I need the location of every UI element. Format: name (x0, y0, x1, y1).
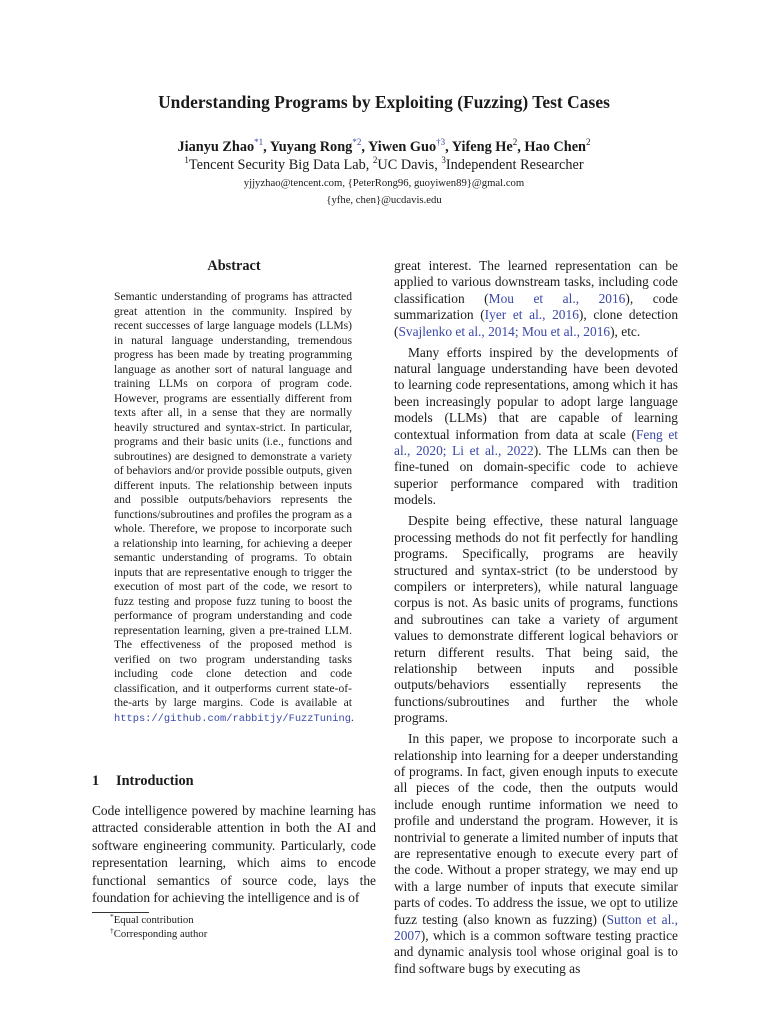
abstract-body (114, 290, 352, 726)
intro-text: Code intelligence powered by machine learning has attracted considerable attention in both the AI and software engineering community. Particularly, code representation learning, which aims to encode functional semantics of source code, lays the foundation for achieving the intelligence and is of (92, 803, 376, 906)
footnote (110, 914, 194, 927)
text-span: ), which is a common software testing practice and dynamic analysis tool whose original goal is to find software bugs by executing as (394, 928, 678, 976)
author-mark: *2 (352, 137, 362, 147)
text-span: ). The LLMs can then be fine-tuned on domain-specific code to achieve superior performance compared with tradition models. (394, 443, 678, 508)
affiliation-mark: 3 (441, 155, 446, 165)
section-title: Introduction (116, 773, 194, 789)
citation-link[interactable]: Iyer et al., 2016 (484, 307, 579, 323)
paragraph (394, 731, 678, 977)
text-span: In this paper, we propose to incorporate such a relationship into learning for a deeper understanding of programs. In fact, given enough inputs to execute all pieces of the code, then the outputs would include enough runtime information we need to profile and understand the program. However, it is nontrivial to generate a limited number of inputs that are representative enough to execute every part of the code. Without a proper strategy, we may end up with a large number of inputs that execute similar parts of codes. To address the issue, we opt to utilize fuzz testing (also known as fuzzing) ( (394, 731, 678, 927)
paragraph (394, 345, 678, 509)
footnote-mark: † (110, 926, 114, 935)
affiliation-mark: 1 (184, 155, 189, 165)
abstract-end: . (350, 710, 354, 724)
author-name: Yifeng He (451, 139, 513, 155)
abstract-heading: Abstract (207, 258, 261, 274)
footnote-rule (92, 912, 149, 913)
citation-link[interactable]: Sutton et al., 2007 (394, 911, 678, 944)
email-line: yjjyzhao@tencent.com, {PeterRong96, guoyiwen89}@gmal.com (243, 177, 525, 189)
section-number: 1 (92, 773, 100, 789)
paragraph (394, 258, 678, 340)
author-name: Jianyu Zhao (177, 139, 255, 155)
affiliation-mark: 2 (372, 155, 378, 165)
affiliation: Tencent Security Big Data Lab, (188, 157, 370, 173)
affiliation: UC Davis, (377, 157, 438, 173)
citation-link[interactable]: Svajlenko et al., 2014; Mou et al., 2016 (398, 323, 611, 339)
author-name: Hao Chen (524, 139, 586, 155)
author-name: Yiwen Guo (367, 139, 437, 155)
citation-link[interactable]: Feng et al., 2020; Li et al., 2022 (394, 426, 679, 459)
author-mark: *1 (254, 137, 264, 147)
footnote (110, 928, 207, 941)
right-column (394, 258, 678, 982)
section-heading (92, 773, 376, 790)
email-line: {yfhe, chen}@ucdavis.edu (326, 194, 442, 206)
citation-link[interactable]: Mou et al., 2016 (488, 290, 626, 306)
paragraph: Despite being effective, these natural language processing methods do not fit perfectly for handling programs. Specifically, programs are heavily structured and syntax-strict (to be understood by compilers or interpreters), while natural language corpus is not. As basic units of programs, functions and subroutines can take a variety of argument values to demonstrate different logical behaviors or return different results. That being said, the relationship between inputs and possible outputs/behaviors essentially represents the functions/subroutines and further the whole programs. (394, 513, 678, 726)
paper-title: Understanding Programs by Exploiting (Fuzzing) Test Cases (158, 92, 610, 112)
affiliations (0, 157, 768, 174)
footnote-mark: * (110, 912, 114, 921)
author-mark: †3 (436, 137, 446, 147)
text-span: ), code summarization ( (394, 290, 678, 323)
footnote-text: Equal contribution (113, 914, 194, 926)
author-name: Yuyang Rong (269, 139, 353, 155)
code-link[interactable]: https://github.com/rabbitjy/FuzzTuning (114, 712, 351, 725)
text-span: great interest. The learned representation can be applied to various downstream tasks, including code classification ( (394, 258, 678, 306)
author-mark: 2 (512, 137, 518, 147)
footnote-text: Corresponding author (113, 928, 208, 940)
abstract-text: Semantic understanding of programs has attracted great attention in the community. Inspired by recent successes of large language models (LLMs) in natural language understanding, tremendous progress has been made by treating programming language as another sort of natural language and training LLMs on corpora of program code. However, programs are essentially different from texts after all, in a sense that they are normally heavily structured and syntax-strict. In particular, programs and their basic units (i.e., functions and subroutines) are designed to demonstrate a variety of behaviors and/or provide possible outputs, given different inputs. The relationship between inputs and possible outputs/behaviors represents the functions/subroutines and profiles the program as a whole. Therefore, we propose to incorporate such a relationship into learning, for achieving a deeper semantic understanding of programs. To obtain inputs that are representative enough to trigger the execution of most part of the code, we resort to fuzz testing and propose fuzz tuning to boost the performance of program understanding and code representation learning, given a pre-trained LLM. The effectiveness of the proposed method is verified on two program understanding tasks including code clone detection and code classification, and it outperforms current state-of-the-arts by large margins. Code is available at (114, 290, 352, 709)
affiliation: Independent Researcher (445, 157, 584, 173)
text-span: ), clone detection ( (394, 307, 679, 339)
author-mark: 2 (586, 137, 591, 147)
author-list: Jianyu Zhao$^{*1}$, Yuyang Rong$^{*2}$, Yiwen Guo$^{\dagger 3}$, Yifeng He$^2$, Hao Chen$^2$ (177, 137, 591, 155)
text-span: Many efforts inspired by the developments of natural language understanding have been devoted to learning code representations, among which it has been increasingly popular to adopt large language models (LLMs) that are capable of learning contextual information from data at scale ( (394, 344, 678, 442)
text-span: ), etc. (610, 323, 641, 339)
